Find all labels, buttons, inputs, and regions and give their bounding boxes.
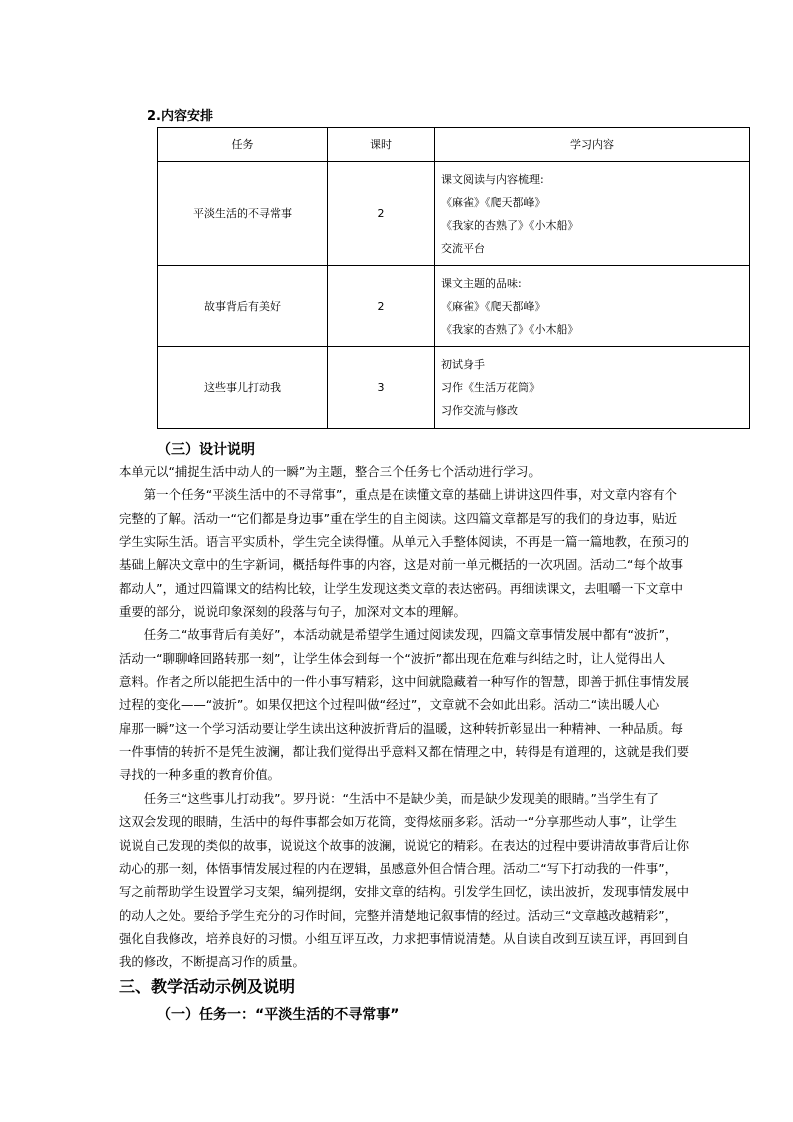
paragraph-line: 活动一“聊聊峰回路转那一刻”，让学生体会到每一个“波折”都出现在危难与纠结之时，让人觉得出人 [119,650,666,666]
content-arrangement-heading: 2.内容安排 [147,109,213,124]
content-line: 习作交流与修改 [441,404,518,417]
paragraph-line: 强化自我修改，培养良好的习惯。小组互评互改，力求把事情说清楚。从自读自改到互读互评，再回到自 [119,930,689,946]
task-cell: 故事背后有美好 [158,266,328,347]
content-line: 《麻雀》《爬天都峰》 [441,299,546,313]
table-header-row [158,128,750,162]
content-cell [435,162,750,266]
content-line: 课文主题的品味: [441,276,522,290]
header-content: 学习内容 [435,128,750,162]
content-line: 《我家的杏熟了》《小木船》 [441,322,579,336]
header-hours: 课时 [328,128,435,162]
paragraph-line: 过程的变化——“波折”。如果仅把这个过程叫做“经过”，文章就不会如此出彩。活动二“读出暖人心 [119,697,660,713]
paragraph-line: 一件事情的转折不是凭生波澜，都让我们觉得出乎意料又都在情理之中，转得是有道理的，这就是我们要 [119,744,689,760]
content-line: 习作《生活万花筒》 [441,381,540,394]
hours-cell: 2 [328,266,435,347]
design-notes-title: （三）设计说明 [157,442,255,458]
paragraph-line: 学生实际生活。语言平实质朴，学生完全读得懂。从单元入手整体阅读，不再是一篇一篇地教，在预习的 [119,534,689,550]
paragraph-line: 寻找的一种多重的教育价值。 [119,767,281,783]
content-line: 《麻雀》《爬天都峰》 [441,195,546,209]
content-line: 课文阅读与内容梳理: [441,172,544,186]
paragraph-line: 说说自己发现的类似的故事，说说这个故事的波澜，说说它的精彩。在表达的过程中要讲清故事背后让你 [119,837,689,853]
paragraph-line: 意料。作者之所以能把生活中的一件小事写精彩，这中间就隐藏着一种写作的智慧，即善于抓住事情发展 [119,674,689,690]
paragraph-line: 我的修改，不断提高习作的质量。 [119,954,305,970]
header-task: 任务 [158,128,328,162]
paragraph-line: 重要的部分，说说印象深刻的段落与句子，加深对文本的理解。 [119,604,466,620]
paragraph-line: 第一个任务“平淡生活中的不寻常事”，重点是在读懂文章的基础上讲讲这四件事，对文章内容有个 [119,487,678,503]
hours-cell: 2 [328,162,435,266]
paragraph-line: 任务二“故事背后有美好”，本活动就是希望学生通过阅读发现，四篇文章事情发展中都有“波折”， [119,627,678,643]
content-line: 初试身手 [441,358,485,371]
design-notes-body [119,460,689,974]
paragraph-line: 的动人之处。要给予学生充分的习作时间，完整并清楚地记叙事情的经过。活动三“文章越改越精彩”， [119,907,678,923]
paragraph-line: 本单元以“捕捉生活中动人的一瞬”为主题，整合三个任务七个活动进行学习。 [119,464,541,479]
section-heading: 三、教学活动示例及说明 [119,977,296,996]
content-cell [435,347,750,429]
table-row [158,162,750,266]
paragraph-line: 写之前帮助学生设置学习支架，编列提纲，安排文章的结构。引发学生回忆，读出波折，发现事情发展中 [119,884,689,900]
paragraph-line: 动心的那一刻，体悟事情发展过程的内在逻辑，虽感意外但合情合理。活动二“写下打动我的一件事”， [119,860,678,876]
paragraph-line: 这双会发现的眼睛，生活中的每件事都会如万花筒，变得炫丽多彩。活动一“分享那些动人事”，让学生 [119,814,678,830]
content-cell [435,266,750,347]
paragraph-line: 都动人”，通过四篇课文的结构比较，让学生发现这类文章的表达密码。再细读课文，去咀嚼一下文章中 [119,580,683,596]
task-cell: 平淡生活的不寻常事 [158,162,328,266]
subsection-heading: （一）任务一：“平淡生活的不寻常事” [157,1007,400,1023]
table-row [158,347,750,429]
content-line: 《我家的杏熟了》《小木船》 [441,218,579,232]
content-arrangement-table [157,127,750,429]
content-line: 交流平台 [441,241,485,255]
table-row [158,266,750,347]
paragraph-line: 任务三“这些事儿打动我”。罗丹说：“生活中不是缺少美，而是缺少发现美的眼睛。”当学生有了 [119,790,659,806]
paragraph-line: 完整的了解。活动一“它们都是身边事”重在学生的自主阅读。这四篇文章都是写的我们的身边事，贴近 [119,510,678,526]
paragraph-line: 扉那一瞬”这一个学习活动要让学生读出这种波折背后的温暖，这种转折彰显出一种精神、一种品质。每 [119,720,683,736]
paragraph-line: 基础上解决文章中的生字新词，概括每件事的内容，这是对前一单元概括的一次巩固。活动二“每个故事 [119,557,683,573]
task-cell: 这些事儿打动我 [158,347,328,429]
hours-cell: 3 [328,347,435,429]
